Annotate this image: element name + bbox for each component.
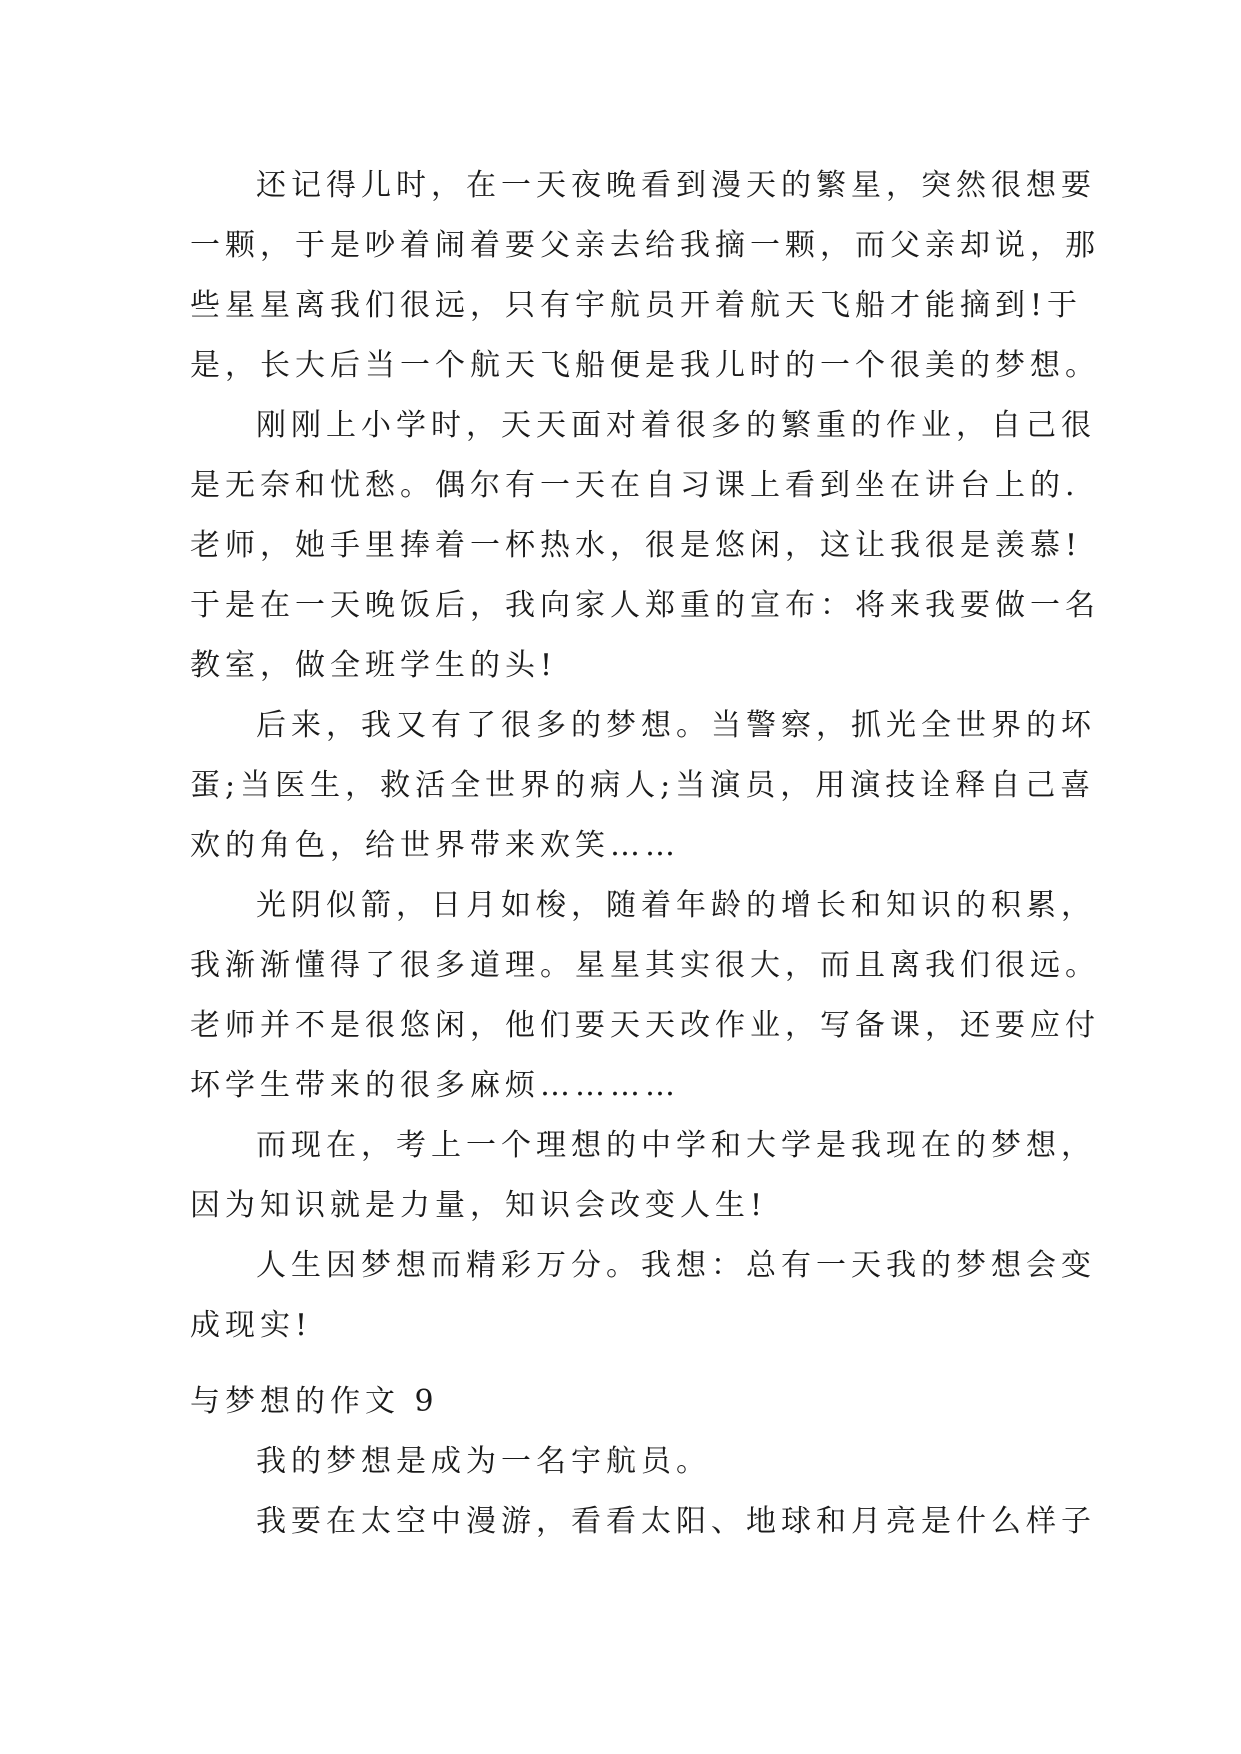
paragraph-2 (190, 396, 1100, 696)
text-line: 我的梦想是成为一名宇航员。 (256, 1444, 711, 1479)
paragraph-5 (190, 1116, 1096, 1236)
text-line: 是无奈和忧愁。偶尔有一天在自习课上看到坐在讲台上的. (190, 468, 1080, 503)
text-line: 欢的角色，给世界带来欢笑…… (190, 828, 680, 863)
text-line: 教室，做全班学生的头! (190, 648, 558, 683)
paragraph-2 (190, 1492, 1096, 1552)
text-line: 于是在一天晚饭后，我向家人郑重的宣布：将来我要做一名 (190, 588, 1100, 623)
paragraph-1 (190, 1432, 1070, 1492)
text-line: 而现在，考上一个理想的中学和大学是我现在的梦想， (256, 1128, 1096, 1163)
text-line: 人生因梦想而精彩万分。我想：总有一天我的梦想会变 (256, 1248, 1096, 1283)
text-line: 成现实! (190, 1308, 313, 1343)
text-line: 刚刚上小学时，天天面对着很多的繁重的作业，自己很 (256, 408, 1096, 443)
text-line: 蛋;当医生，救活全世界的病人;当演员，用演技诠释自己喜 (190, 768, 1096, 803)
text-line: 我渐渐懂得了很多道理。星星其实很大，而且离我们很远。 (190, 948, 1100, 983)
essay-9-body (190, 1372, 1096, 1552)
essay-8-body (190, 156, 1100, 1356)
paragraph-1 (190, 156, 1100, 396)
text-line: 一颗，于是吵着闹着要父亲去给我摘一颗，而父亲却说，那 (190, 228, 1100, 263)
text-line: 些星星离我们很远，只有宇航员开着航天飞船才能摘到!于 (190, 288, 1083, 323)
text-line: 是，长大后当一个航天飞船便是我儿时的一个很美的梦想。 (190, 348, 1100, 383)
text-line: 因为知识就是力量，知识会改变人生! (190, 1188, 768, 1223)
paragraph-6 (190, 1236, 1096, 1356)
text-line: 后来，我又有了很多的梦想。当警察，抓光全世界的坏 (256, 708, 1096, 743)
text-line: 我要在太空中漫游，看看太阳、地球和月亮是什么样子 (256, 1504, 1096, 1539)
essay-title: 与梦想的作文 9 (190, 1384, 439, 1419)
paragraph-3 (190, 696, 1096, 876)
paragraph-4 (190, 876, 1100, 1116)
text-line: 老师，她手里捧着一杯热水，很是悠闲，这让我很是羡慕! (190, 528, 1083, 563)
text-line: 还记得儿时，在一天夜晚看到漫天的繁星，突然很想要 (256, 168, 1096, 203)
text-line: 坏学生带来的很多麻烦………… (190, 1068, 680, 1103)
text-line: 老师并不是很悠闲，他们要天天改作业，写备课，还要应付 (190, 1008, 1100, 1043)
text-line: 光阴似箭，日月如梭，随着年龄的增长和知识的积累， (256, 888, 1096, 923)
